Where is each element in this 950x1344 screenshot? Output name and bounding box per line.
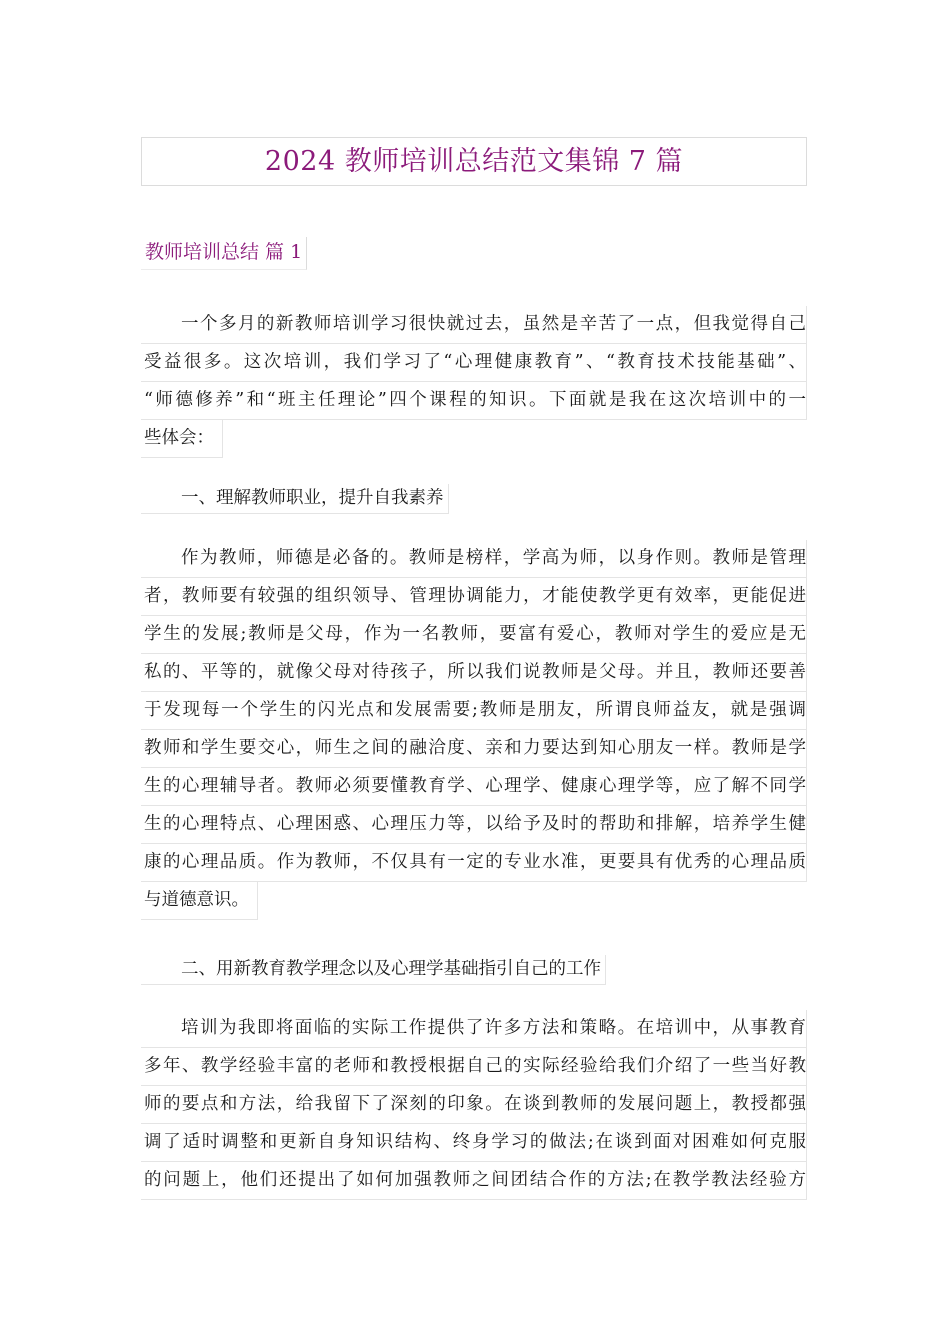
text-line: 受益很多。这次培训，我们学习了“心理健康教育”、“教育技术技能基础”、	[141, 344, 807, 382]
text-line: 一个多月的新教师培训学习很快就过去，虽然是辛苦了一点，但我觉得自己	[141, 306, 807, 344]
text-line: “师德修养”和“班主任理论”四个课程的知识。下面就是我在这次培训中的一	[141, 382, 807, 420]
text-line: 教师和学生要交心，师生之间的融洽度、亲和力要达到知心朋友一样。教师是学	[141, 730, 807, 768]
intro-paragraph	[141, 306, 807, 462]
paragraph-1	[141, 540, 807, 924]
text-line: 康的心理品质。作为教师，不仅具有一定的专业水准，更要具有优秀的心理品质	[141, 844, 807, 882]
text-line: 生的心理特点、心理困惑、心理压力等，以给予及时的帮助和排解，培养学生健	[141, 806, 807, 844]
text-line: 师的要点和方法，给我留下了深刻的印象。在谈到教师的发展问题上，教授都强	[141, 1086, 807, 1124]
text-line: 于发现每一个学生的闪光点和发展需要;教师是朋友，所谓良师益友，就是强调	[141, 692, 807, 730]
paragraph-2	[141, 1010, 807, 1200]
text-line: 生的心理辅导者。教师必须要懂教育学、心理学、健康心理学等，应了解不同学	[141, 768, 807, 806]
text-line: 者，教师要有较强的组织领导、管理协调能力，才能使教学更有效率，更能促进	[141, 578, 807, 616]
text-line: 的问题上，他们还提出了如何加强教师之间团结合作的方法;在教学教法经验方	[141, 1162, 807, 1200]
heading-2: 二、用新教育教学理念以及心理学基础指引自己的工作	[141, 955, 606, 985]
text-line: 私的、平等的，就像父母对待孩子，所以我们说教师是父母。并且，教师还要善	[141, 654, 807, 692]
text-line: 作为教师，师德是必备的。教师是榜样，学高为师，以身作则。教师是管理	[141, 540, 807, 578]
heading-1: 一、理解教师职业，提升自我素养	[141, 484, 449, 514]
text-line: 调了适时调整和更新自身知识结构、终身学习的做法;在谈到面对困难如何克服	[141, 1124, 807, 1162]
text-line: 与道德意识。	[141, 882, 258, 920]
text-line: 学生的发展;教师是父母，作为一名教师，要富有爱心，教师对学生的爱应是无	[141, 616, 807, 654]
text-line: 些体会：	[141, 420, 223, 458]
document-title: 2024 教师培训总结范文集锦 7 篇	[264, 146, 684, 177]
text-line: 多年、教学经验丰富的老师和教授根据自己的实际经验给我们介绍了一些当好教	[141, 1048, 807, 1086]
section-title: 教师培训总结 篇 1	[141, 237, 307, 270]
text-line: 培训为我即将面临的实际工作提供了许多方法和策略。在培训中，从事教育	[141, 1010, 807, 1048]
document-title-box	[141, 137, 807, 186]
